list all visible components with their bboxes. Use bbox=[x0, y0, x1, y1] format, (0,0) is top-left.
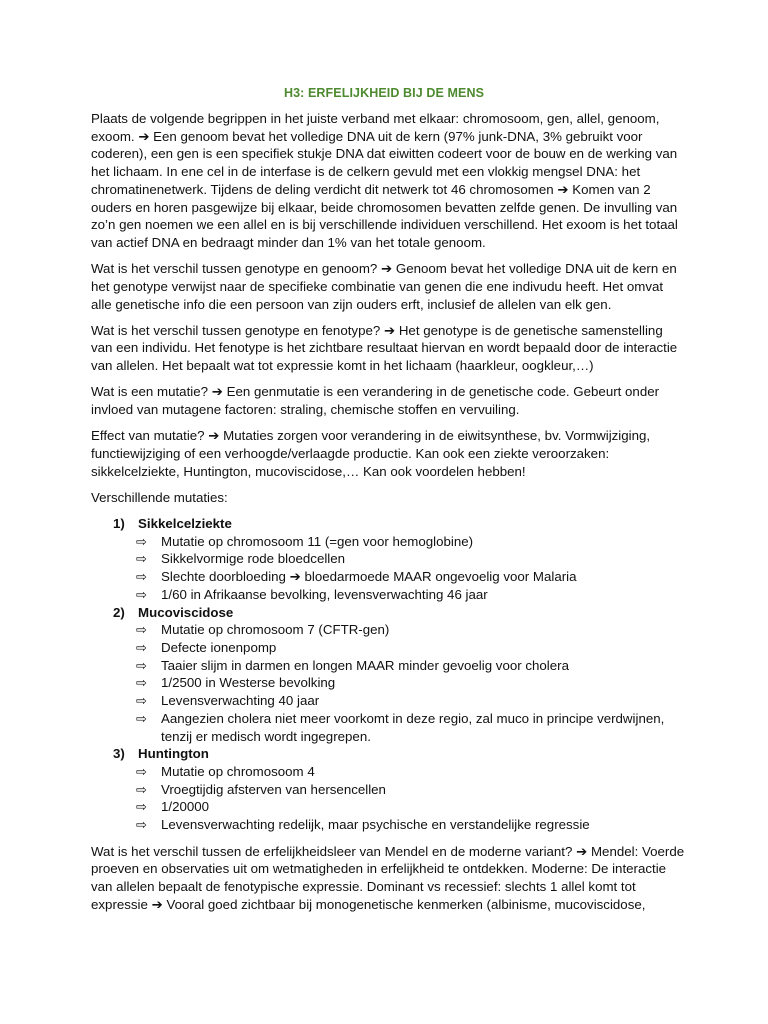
list-item bbox=[91, 710, 685, 745]
section-heading bbox=[91, 745, 685, 763]
list-item bbox=[91, 621, 685, 639]
list-item-text: Defecte ionenpomp bbox=[161, 639, 277, 655]
answer-text: Mutaties zorgen voor verandering in de eiwitsynthese, bv. Vormwijziging, functiewijziging of een verhoogde/verlaagde productie. Kan ook een ziekte veroorzaken: sikkelcelziekte, Huntington, mucoviscidose,… Kan ook voordelen hebben! bbox=[91, 428, 651, 479]
question-text: Wat is een mutatie? bbox=[91, 384, 209, 400]
list-item-text: Vroegtijdig afsterven van hersencellen bbox=[161, 781, 386, 797]
arrow-right-icon: ➔ bbox=[289, 569, 301, 585]
section-heading bbox=[91, 604, 685, 622]
list-item bbox=[91, 639, 685, 657]
list-item-text: Levensverwachting 40 jaar bbox=[161, 693, 320, 709]
list-item-text: Aangezien cholera niet meer voorkomt in deze regio, zal muco in principe verdwijnen, tenzij er medisch wordt ingegrepen. bbox=[161, 710, 665, 744]
arrow-right-icon: ➔ bbox=[557, 181, 569, 197]
paragraph-genotype-genoom bbox=[91, 260, 685, 313]
answer-text: Vooral goed zichtbaar bij monogenetische kenmerken (albinisme, mucoviscidose, bbox=[166, 896, 646, 912]
mutations-intro: Verschillende mutaties: bbox=[91, 489, 228, 505]
arrow-right-icon: ➔ bbox=[383, 322, 396, 338]
paragraph-concepts bbox=[91, 110, 685, 252]
paragraph-mutatie bbox=[91, 383, 685, 418]
arrow-right-icon: ➔ bbox=[381, 261, 393, 277]
list-item bbox=[91, 798, 685, 816]
document-body bbox=[91, 110, 685, 922]
answer-text: Mendel: Voerde proeven en observaties uit om wetmatigheden in erfelijkheid te ontdekken. Moderne: De interactie van allelen bepaalt de fenotypische expressie. Dominant vs recessief: slechts 1 allel komt tot expressie bbox=[91, 843, 685, 912]
bullet-list bbox=[91, 621, 685, 745]
arrow-right-icon: ➔ bbox=[151, 896, 163, 912]
paragraph-genotype-fenotype bbox=[91, 322, 685, 375]
list-item bbox=[91, 781, 685, 799]
list-item bbox=[91, 657, 685, 675]
section-heading bbox=[91, 515, 685, 533]
arrow-bullet-icon: ⇨ bbox=[136, 533, 147, 549]
list-item bbox=[91, 550, 685, 568]
arrow-bullet-icon: ⇨ bbox=[136, 569, 147, 585]
answer-text: Een genoom bevat het volledige DNA uit de kern (97% junk-DNA, 3% gebruikt voor coderen), een gen is een specifiek stukje DNA dat eiwitten codeert voor de bouw en de werking van het lichaam. In ene cel in de interfase is de celkern gevuld met een vlokkig mengsel DNA: het chromatinenetwerk. Tijdens de deling verdicht dit netwerk tot 46 chromosomen bbox=[91, 128, 678, 197]
bullet-list bbox=[91, 763, 685, 834]
answer-text: Komen van 2 ouders en horen pasgewijze bij elkaar, beide chromosomen bevatten zelfde genen. De invulling van zo’n gen noemen we een allel en is bij verschillende individuen verschillend. Het exoom is het totaal van actief DNA en bedraagt minder dan 1% van het totale genoom. bbox=[91, 181, 678, 250]
arrow-bullet-icon: ⇨ bbox=[136, 693, 147, 709]
section-number: 2) bbox=[113, 604, 125, 620]
arrow-bullet-icon: ⇨ bbox=[136, 551, 147, 567]
list-item-text: 1/2500 in Westerse bevolking bbox=[161, 675, 336, 691]
document-title: H3: ERFELIJKHEID BIJ DE MENS bbox=[283, 86, 485, 100]
arrow-right-icon: ➔ bbox=[208, 428, 220, 444]
section-title: Mucoviscidose bbox=[138, 604, 234, 620]
list-item-text: 1/20000 bbox=[161, 799, 210, 815]
arrow-bullet-icon: ⇨ bbox=[136, 781, 147, 797]
mutations-list bbox=[91, 515, 685, 834]
question-text: Wat is het verschil tussen de erfelijkheidsleer van Mendel en de moderne variant? bbox=[91, 843, 573, 859]
arrow-right-icon: ➔ bbox=[211, 384, 223, 400]
list-item-text: Sikkelvormige rode bloedcellen bbox=[161, 551, 346, 567]
arrow-bullet-icon: ⇨ bbox=[136, 586, 147, 602]
arrow-bullet-icon: ⇨ bbox=[136, 817, 147, 833]
section-title: Huntington bbox=[138, 746, 209, 762]
list-item-text: bloedarmoede MAAR ongevoelig voor Malaria bbox=[304, 569, 577, 585]
arrow-bullet-icon: ⇨ bbox=[136, 763, 147, 779]
list-item-text: Levensverwachting redelijk, maar psychische en verstandelijke regressie bbox=[161, 817, 590, 833]
arrow-bullet-icon: ⇨ bbox=[136, 675, 147, 691]
list-item-text: Mutatie op chromosoom 4 bbox=[161, 763, 315, 779]
list-item bbox=[91, 816, 685, 834]
question-text: Wat is het verschil tussen genotype en fenotype? bbox=[91, 322, 381, 338]
list-item bbox=[91, 568, 685, 586]
list-item-text: Mutatie op chromosoom 11 (=gen voor hemoglobine) bbox=[161, 533, 474, 549]
section-number: 1) bbox=[113, 516, 125, 532]
section-number: 3) bbox=[113, 746, 125, 762]
arrow-bullet-icon: ⇨ bbox=[136, 657, 147, 673]
list-item bbox=[91, 692, 685, 710]
answer-text: Het genotype is de genetische samenstelling van een individu. Het fenotype is het zichtbare resultaat hiervan en wordt bepaald door de interactie van allelen. Het bepaalt wat tot expressie komt in het lichaam (haarkleur, oogkleur,…) bbox=[91, 322, 678, 374]
list-item-text: 1/60 in Afrikaanse bevolking, levensverwachting 46 jaar bbox=[161, 586, 488, 602]
list-item-text: Slechte doorbloeding bbox=[161, 569, 286, 585]
list-item bbox=[91, 533, 685, 551]
question-text: Wat is het verschil tussen genotype en genoom? bbox=[91, 261, 378, 277]
arrow-bullet-icon: ⇨ bbox=[136, 622, 147, 638]
arrow-bullet-icon: ⇨ bbox=[136, 799, 147, 815]
answer-text: Een genmutatie is een verandering in de genetische code. Gebeurt onder invloed van mutagene factoren: straling, chemische stoffen en vervuiling. bbox=[91, 384, 660, 418]
arrow-bullet-icon: ⇨ bbox=[136, 639, 147, 655]
bullet-list bbox=[91, 533, 685, 604]
list-item-text: Mutatie op chromosoom 7 (CFTR-gen) bbox=[161, 622, 390, 638]
question-text: Effect van mutatie? bbox=[91, 428, 205, 444]
paragraph-effect-mutatie bbox=[91, 427, 685, 480]
answer-text: Genoom bevat het volledige DNA uit de kern en het genotype verwijst naar de specifieke combinatie van genen die ene indivudu heeft. Het omvat alle genetische info die een persoon van zijn ouders erft, inclusief de allelen van elk gen. bbox=[91, 261, 677, 312]
list-item bbox=[91, 586, 685, 604]
list-item-text: Taaier slijm in darmen en longen MAAR minder gevoelig voor cholera bbox=[161, 657, 569, 673]
list-item bbox=[91, 763, 685, 781]
section-title: Sikkelcelziekte bbox=[138, 516, 232, 532]
arrow-right-icon: ➔ bbox=[576, 843, 588, 859]
arrow-bullet-icon: ⇨ bbox=[136, 710, 147, 726]
arrow-right-icon: ➔ bbox=[138, 128, 150, 144]
question-text: Plaats de volgende begrippen in het juiste verband met elkaar: chromosoom, gen, allel, genoom, exoom. bbox=[91, 111, 660, 144]
list-item bbox=[91, 674, 685, 692]
paragraph-mendel bbox=[91, 843, 685, 914]
